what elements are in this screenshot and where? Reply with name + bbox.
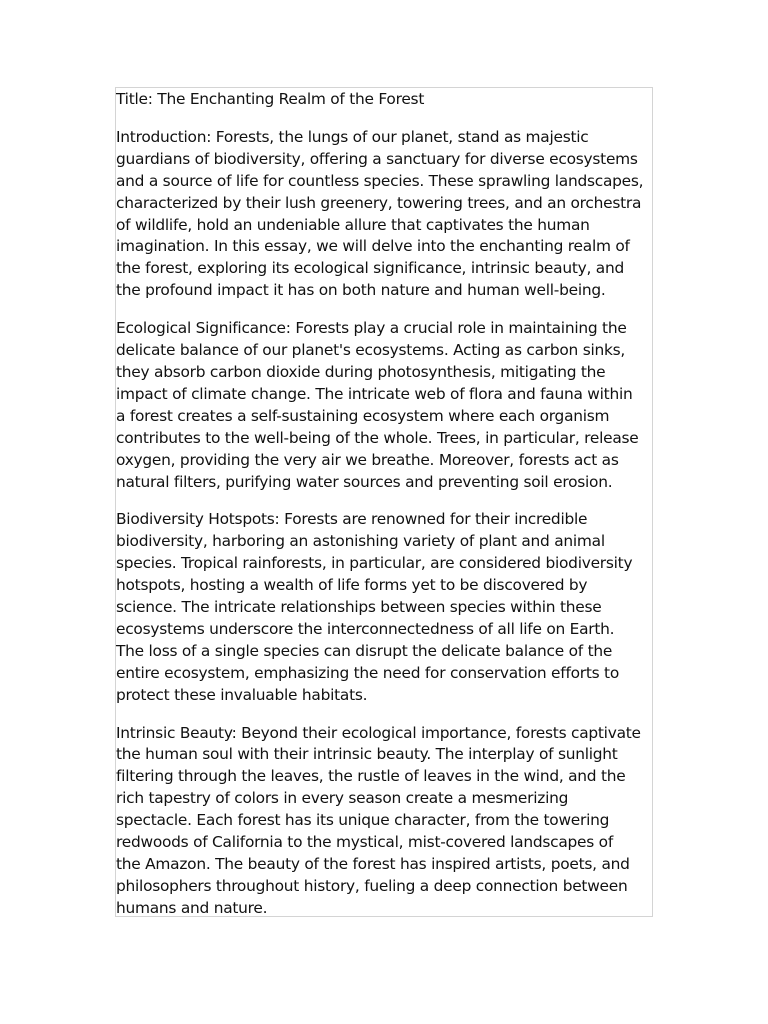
paragraph-ecological-significance [116, 318, 652, 493]
text-line: redwoods of California to the mystical, mist-covered landscapes of [116, 833, 613, 852]
text-line: ecosystems underscore the interconnectedness of all life on Earth. [116, 619, 615, 638]
text-line: philosophers throughout history, fueling a deep connection between [116, 876, 628, 895]
text-line: humans and nature. [116, 898, 268, 917]
text-line: species. Tropical rainforests, in particular, are considered biodiversity [116, 554, 633, 573]
paragraph-biodiversity-hotspots [116, 509, 652, 706]
text-line: hotspots, hosting a wealth of life forms yet to be discovered by [116, 576, 588, 595]
text-line: science. The intricate relationships between species within these [116, 598, 602, 617]
document-page [115, 87, 653, 917]
text-line: impact of climate change. The intricate web of flora and fauna within [116, 384, 633, 403]
text-line: characterized by their lush greenery, towering trees, and an orchestra [116, 193, 642, 212]
text-line: guardians of biodiversity, offering a sanctuary for diverse ecosystems [116, 149, 638, 168]
text-line: The loss of a single species can disrupt the delicate balance of the [116, 641, 613, 660]
text-line: and a source of life for countless species. These sprawling landscapes, [116, 171, 644, 190]
text-line: Ecological Significance: Forests play a crucial role in maintaining the [116, 319, 627, 338]
text-line: the human soul with their intrinsic beauty. The interplay of sunlight [116, 745, 618, 764]
text-line: delicate balance of our planet's ecosystems. Acting as carbon sinks, [116, 341, 626, 360]
text-line: imagination. In this essay, we will delve into the enchanting realm of [116, 237, 630, 256]
text-line: a forest creates a self-sustaining ecosystem where each organism [116, 406, 610, 425]
text-line: protect these invaluable habitats. [116, 685, 368, 704]
text-line: rich tapestry of colors in every season create a mesmerizing [116, 789, 569, 808]
text-line: they absorb carbon dioxide during photosynthesis, mitigating the [116, 362, 606, 381]
text-line: entire ecosystem, emphasizing the need for conservation efforts to [116, 663, 620, 682]
text-line: contributes to the well-being of the whole. Trees, in particular, release [116, 428, 639, 447]
text-line: oxygen, providing the very air we breathe. Moreover, forests act as [116, 450, 619, 469]
text-line: the Amazon. The beauty of the forest has inspired artists, poets, and [116, 855, 630, 873]
text-line: biodiversity, harboring an astonishing variety of plant and animal [116, 532, 605, 551]
document-title: Title: The Enchanting Realm of the Forest [116, 90, 425, 108]
text-line: filtering through the leaves, the rustle of leaves in the wind, and the [116, 767, 626, 786]
text-line: Introduction: Forests, the lungs of our planet, stand as majestic [116, 127, 589, 146]
paragraph-intrinsic-beauty [116, 723, 652, 920]
text-line: the profound impact it has on both nature and human well-being. [116, 281, 606, 300]
text-line: spectacle. Each forest has its unique character, from the towering [116, 811, 610, 830]
text-line: the forest, exploring its ecological significance, intrinsic beauty, and [116, 259, 624, 278]
paragraph-introduction [116, 127, 652, 302]
text-line: natural filters, purifying water sources and preventing soil erosion. [116, 472, 613, 491]
text-line: Biodiversity Hotspots: Forests are renowned for their incredible [116, 510, 588, 529]
text-line: of wildlife, hold an undeniable allure that captivates the human [116, 215, 590, 234]
text-line: Intrinsic Beauty: Beyond their ecological importance, forests captivate [116, 723, 641, 742]
